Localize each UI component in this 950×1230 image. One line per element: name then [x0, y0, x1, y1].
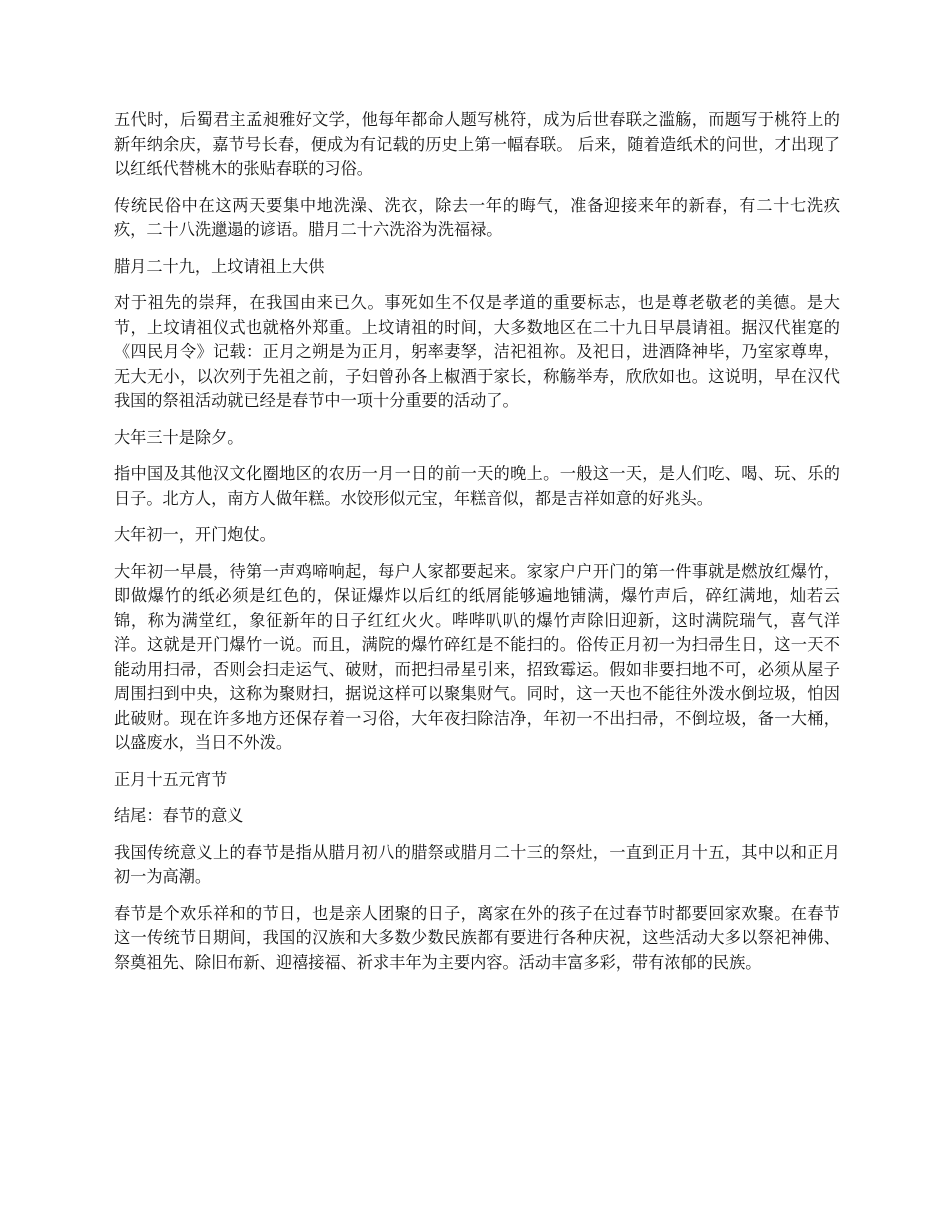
heading-ancestor-worship: 腊月二十九，上坟请祖上大供 [114, 256, 325, 276]
paragraph-intro-peach-charm: 五代时，后蜀君主孟昶雅好文学，他每年都命人题写桃符，成为后世春联之滥觞，而题写于桃符上的新年纳余庆，嘉节号长春，便成为有记载的历史上第一幅春联。 后来，随着造纸术的问世，才出现了以红纸代替桃木的张贴春联的习俗。 [114, 110, 840, 178]
heading-first-day-firecrackers: 大年初一，开门炮仗。 [114, 525, 276, 544]
heading-lantern-festival: 正月十五元宵节 [114, 769, 228, 789]
heading-new-years-eve: 大年三十是除夕。 [114, 427, 244, 447]
paragraph-ancestor-worship: 对于祖先的崇拜，在我国由来已久。事死如生不仅是孝道的重要标志，也是尊老敬老的美德。是大节，上坟请祖仪式也就格外郑重。上坟请祖的时间，大多数地区在二十九日早晨请祖。据汉代崔寔的《四民月令》记载：正月之朔是为正月，躬率妻孥，洁祀祖祢。及祀日，进酒降神毕，乃室家尊卑，无大无小，以次列于先祖之前，子妇曾孙各上椒酒于家长，称觞举寿，欣欣如也。这说明，早在汉代我国的祭祖活动就已经是春节中一项十分重要的活动了。 [114, 293, 840, 410]
paragraph-spring-festival-meaning: 春节是个欢乐祥和的节日，也是亲人团聚的日子，离家在外的孩子在过春节时都要回家欢聚。在春节这一传统节日期间，我国的汉族和大多数少数民族都有要进行各种庆祝，这些活动大多以祭祀神佛、祭奠祖先、除旧布新、迎禧接福、祈求丰年为主要内容。活动丰富多彩，带有浓郁的民族。 [114, 903, 840, 972]
paragraph-new-years-eve: 指中国及其他汉文化圈地区的农历一月一日的前一天的晚上。一般这一天，是人们吃、喝、玩、乐的日子。北方人，南方人做年糕。水饺形似元宝，年糕音似，都是吉祥如意的好兆头。 [114, 464, 840, 508]
paragraph-bathing-custom: 传统民俗中在这两天要集中地洗澡、洗衣，除去一年的晦气，准备迎接来年的新春，有二十七洗疚疚，二十八洗邋遢的谚语。腊月二十六洗浴为洗福禄。 [114, 195, 840, 239]
heading-conclusion: 结尾：春节的意义 [114, 806, 244, 825]
document-page [114, 108, 840, 987]
paragraph-spring-festival-period: 我国传统意义上的春节是指从腊月初八的腊祭或腊月二十三的祭灶，一直到正月十五，其中以和正月初一为高潮。 [114, 842, 840, 886]
paragraph-first-day-firecrackers: 大年初一早晨，待第一声鸡啼响起，每户人家都要起来。家家户户开门的第一件事就是燃放红爆竹，即做爆竹的纸必须是红色的，保证爆炸以后红的纸屑能够遍地铺满，爆竹声后，碎红满地，灿若云锦，称为满堂红，象征新年的日子红红火火。哔哔叭叭的爆竹声除旧迎新，这时满院瑞气，喜气洋洋。这就是开门爆竹一说。而且，满院的爆竹碎红是不能扫的。俗传正月初一为扫帚生日，这一天不能动用扫帚，否则会扫走运气、破财，而把扫帚星引来，招致霉运。假如非要扫地不可，必须从屋子周围扫到中央，这称为聚财扫，据说这样可以聚集财气。同时，这一天也不能往外泼水倒垃圾，怕因此破财。现在许多地方还保存着一习俗，大年夜扫除洁净，年初一不出扫帚，不倒垃圾，备一大桶，以盛废水，当日不外泼。 [114, 561, 840, 752]
